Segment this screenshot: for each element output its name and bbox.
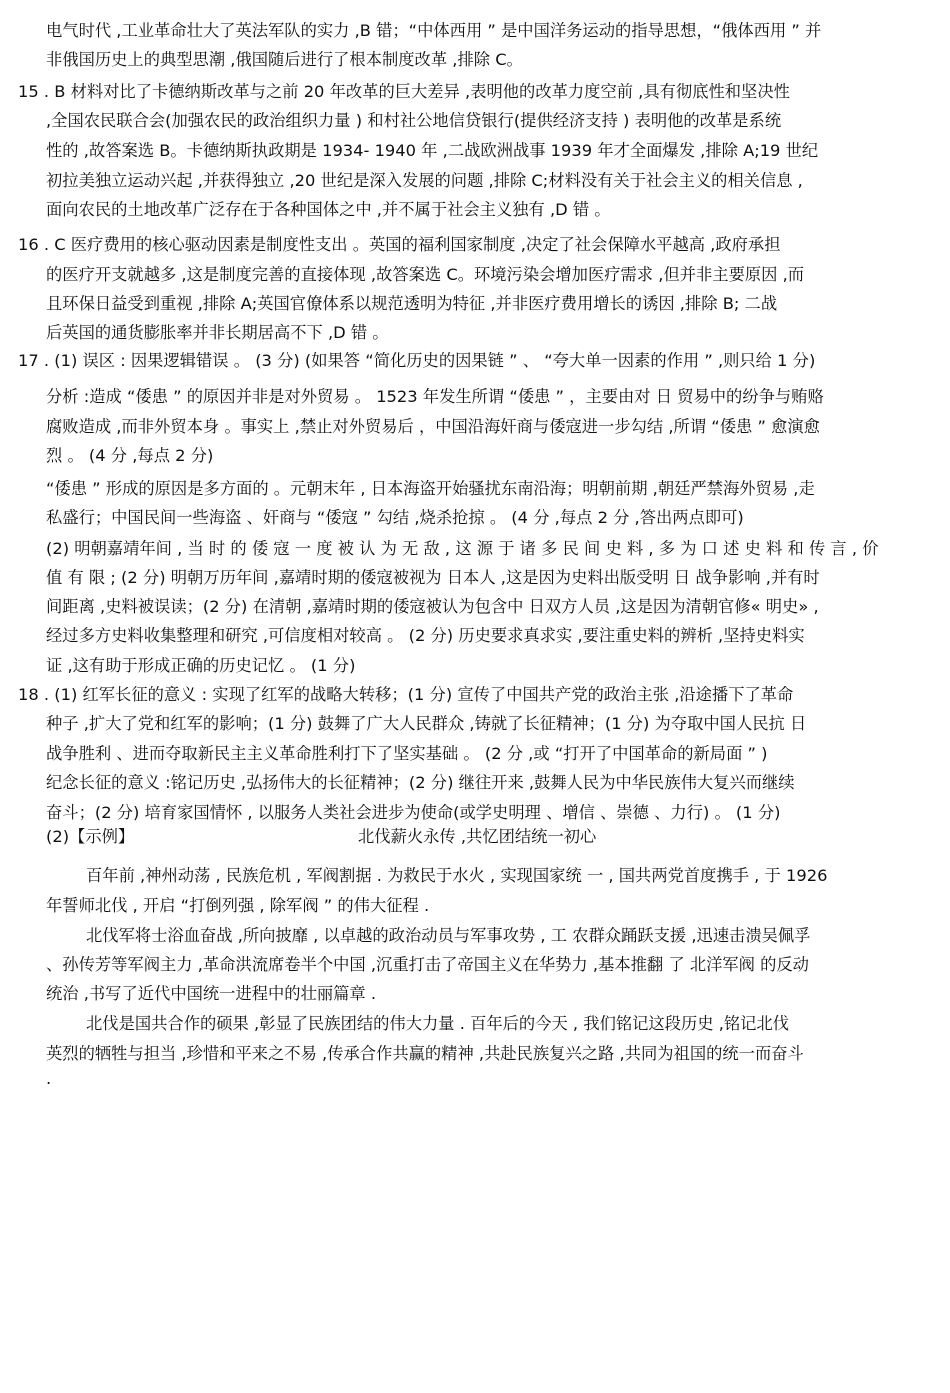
text-line: 种子 ,扩大了党和红军的影响；(1 分) 鼓舞了广大人民群众 ,铸就了长征精神；(1 分) 为夺取中国人民抗 日 bbox=[46, 714, 807, 733]
text-line: 值 有 限 ; (2 分) 明朝万历年间 ,嘉靖时期的倭寇被视为 日本人 ,这是因为史料出版受明 日 战争影响 ,并有时 bbox=[46, 568, 820, 587]
text-line: 后英国的通货膨胀率并非长期居高不下 ,D 错 。 bbox=[46, 323, 389, 342]
text-line: 战争胜利 、进而夺取新民主主义革命胜利打下了坚实基础 。 (2 分 ,或 “打开了中国革命的新局面 ” ) bbox=[46, 744, 768, 763]
text-line: 性的 ,故答案选 B。卡德纳斯执政期是 1934- 1940 年 ,二战欧洲战事 1939 年才全面爆发 ,排除 A;19 世纪 bbox=[46, 141, 819, 160]
text-line: . bbox=[46, 1069, 52, 1088]
text-line: 经过多方史料收集整理和研究 ,可信度相对较高 。 (2 分) 历史要求真求实 ,要注重史料的辨析 ,坚持史料实 bbox=[46, 626, 805, 645]
essay-paragraph-2: 北伐军将士浴血奋战 ,所向披靡 , 以卓越的政治动员与军事攻势 , 工 农群众踊跃支援 ,迅速击溃吴佩孚 bbox=[86, 926, 811, 945]
answer-18-line: 18 . (1) 红军长征的意义 : 实现了红军的战略大转移；(1 分) 宣传了中国共产党的政治主张 ,沿途播下了革命 bbox=[18, 685, 794, 704]
text-line: 烈 。 (4 分 ,每点 2 分) bbox=[46, 446, 214, 465]
text-line: 、孙传芳等军阀主力 ,革命洪流席卷半个中国 ,沉重打击了帝国主义在华势力 ,基本推翻 了 北洋军阀 的反动 bbox=[46, 955, 809, 974]
text-line: 分析 :造成 “倭患 ” 的原因并非是对外贸易 。 1523 年发生所谓 “倭患 ” ，主要由对 日 贸易中的纷争与贿赂 bbox=[46, 387, 824, 406]
answer-15-line: 15 . B 材料对比了卡德纳斯改革与之前 20 年改革的巨大差异 ,表明他的改革力度空前 ,具有彻底性和坚决性 bbox=[18, 82, 790, 101]
text-line: 且环保日益受到重视 ,排除 A;英国官僚体系以规范透明为特征 ,并非医疗费用增长的诱因 ,排除 B; 二战 bbox=[46, 294, 778, 313]
text-line: ,全国农民联合会(加强农民的政治组织力量 ) 和村社公地信贷银行(提供经济支持 ) 表明他的改革是系统 bbox=[46, 111, 782, 130]
text-line: 年誓师北伐 , 开启 “打倒列强 , 除军阀 ” 的伟大征程 . bbox=[46, 896, 430, 915]
answer-16-line: 16 . C 医疗费用的核心驱动因素是制度性支出 。英国的福利国家制度 ,决定了社会保障水平越高 ,政府承担 bbox=[18, 235, 781, 254]
text-line: 腐败造成 ,而非外贸本身 。事实上 ,禁止对外贸易后 ，中国沿海奸商与倭寇进一步勾结 ,所谓 “倭患 ” 愈演愈 bbox=[46, 417, 820, 436]
text-line: 证 ,这有助于形成正确的历史记忆 。 (1 分) bbox=[46, 656, 356, 675]
example-label: (2)【示例】 bbox=[46, 827, 135, 846]
text-line: 电气时代 ,工业革命壮大了英法军队的实力 ,B 错；“中体西用 ” 是中国洋务运动的指导思想，“俄体西用 ” 并 bbox=[46, 21, 822, 40]
text-line: (2) 明朝嘉靖年间 , 当 时 的 倭 寇 一 度 被 认 为 无 敌 , 这 源 于 诸 多 民 间 史 料 , 多 为 口 述 史 料 和 传 言 , 价 bbox=[46, 539, 879, 558]
text-line: 统治 ,书写了近代中国统一进程中的壮丽篇章 . bbox=[46, 984, 377, 1003]
text-line: 奋斗；(2 分) 培育家国情怀 , 以服务人类社会进步为使命(或学史明理 、增信 、崇德 、力行) 。 (1 分) bbox=[46, 803, 781, 822]
text-line: 私盛行；中国民间一些海盗 、奸商与 “倭寇 ” 勾结 ,烧杀抢掠 。 (4 分 ,每点 2 分 ,答出两点即可) bbox=[46, 508, 744, 527]
answer-17-line: 17 . (1) 误区 : 因果逻辑错误 。 (3 分) (如果答 “简化历史的因果链 ” 、 “夸大单一因素的作用 ” ,则只给 1 分) bbox=[18, 351, 816, 370]
essay-paragraph-3: 北伐是国共合作的硕果 ,彰显了民族团结的伟大力量 . 百年后的今天 , 我们铭记这段历史 ,铭记北伐 bbox=[86, 1014, 790, 1033]
text-line: 间距离 ,史料被误读；(2 分) 在清朝 ,嘉靖时期的倭寇被认为包含中 日双方人员 ,这是因为清朝官修« 明史» , bbox=[46, 597, 819, 616]
essay-title: 北伐薪火永传 ,共忆团结统一初心 bbox=[358, 827, 597, 846]
text-line: 面向农民的土地改革广泛存在于各种国体之中 ,并不属于社会主义独有 ,D 错 。 bbox=[46, 200, 611, 219]
text-line: 非俄国历史上的典型思潮 ,俄国随后进行了根本制度改革 ,排除 C。 bbox=[46, 50, 523, 69]
text-line: 纪念长征的意义 :铭记历史 ,弘扬伟大的长征精神；(2 分) 继往开来 ,鼓舞人民为中华民族伟大复兴而继续 bbox=[46, 773, 795, 792]
text-line: 的医疗开支就越多 ,这是制度完善的直接体现 ,故答案选 C。环境污染会增加医疗需求 ,但并非主要原因 ,而 bbox=[46, 265, 805, 284]
text-line: 英烈的牺牲与担当 ,珍惜和平来之不易 ,传承合作共赢的精神 ,共赴民族复兴之路 ,共同为祖国的统一而奋斗 bbox=[46, 1044, 804, 1063]
text-line: 初拉美独立运动兴起 ,并获得独立 ,20 世纪是深入发展的问题 ,排除 C;材料没有关于社会主义的相关信息 , bbox=[46, 171, 803, 190]
text-line: “倭患 ” 形成的原因是多方面的 。元朝末年 , 日本海盗开始骚扰东南沿海；明朝前期 ,朝廷严禁海外贸易 ,走 bbox=[46, 479, 815, 498]
essay-paragraph-1: 百年前 ,神州动荡 , 民族危机 , 军阀割据 . 为救民于水火 , 实现国家统 一 , 国共两党首度携手 , 于 1926 bbox=[86, 866, 828, 885]
